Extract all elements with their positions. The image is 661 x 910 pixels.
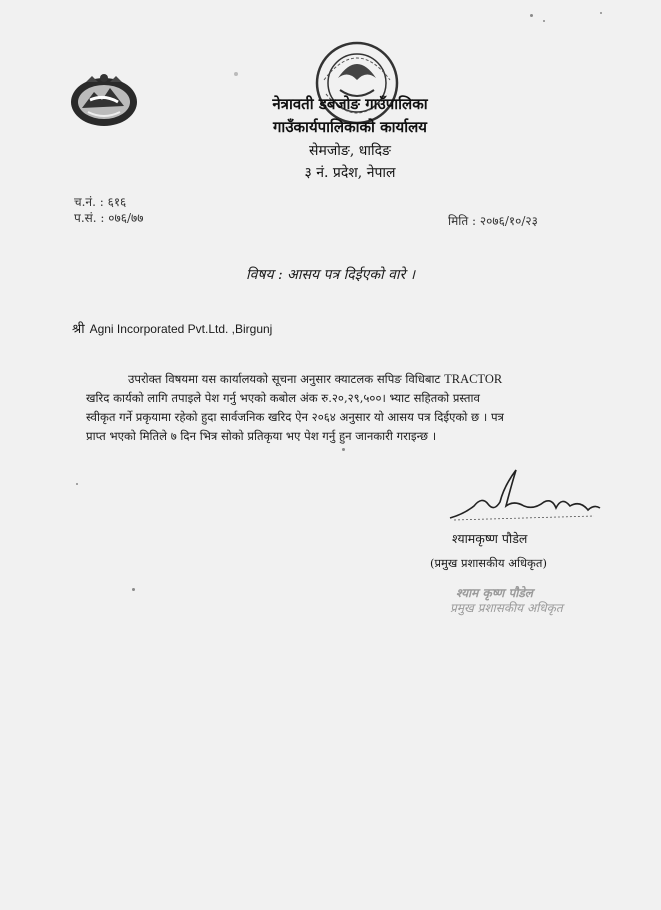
recipient-prefix: श्री [72,322,85,337]
body-line-4: प्राप्त भएको मितिले ७ दिन भित्र सोको प्रतिकृया भए पेश गर्नु हुन जानकारी गराइन्छ । [86,429,437,443]
scan-speck [543,20,545,22]
reference-cha-no: च.नं. : ६१६ [74,195,127,209]
scan-speck [530,14,533,17]
signatory-title: (प्रमुख प्रशासकीय अधिकृत) [430,556,547,570]
scan-speck [234,72,238,76]
nepal-emblem-icon [68,70,140,130]
recipient [72,319,272,337]
header-line-1: नेत्रावती डबजोङ गाउँपालिका [272,95,428,113]
scan-speck [600,12,602,14]
header-line-4: ३ नं. प्रदेश, नेपाल [304,165,396,181]
body-line-1-tractor: TRACTOR [444,372,503,386]
body-line-1 [128,372,502,387]
scan-speck [132,588,135,591]
signatory-name: श्यामकृष्ण पौडेल [452,531,528,546]
scan-speck [342,448,345,451]
header-line-3: सेमजोङ, धादिङ [309,143,391,159]
body-line-1-text: उपरोक्त विषयमा यस कार्यालयको सूचना अनुसार क्याटलक सपिङ विधिबाट [128,372,441,386]
letter-date: मिति : २०७६/१०/२३ [448,214,538,228]
title-stamp: प्रमुख प्रशासकीय अधिकृत [450,601,563,615]
handwritten-signature [444,466,604,526]
letter-subject: विषय : आसय पत्र दिईएको वारे । [245,267,416,283]
recipient-name: Agni Incorporated Pvt.Ltd. ,Birgunj [89,322,273,336]
body-line-2: खरिद कार्यको लागि तपाइले पेश गर्नु भएको कबोल अंक रु.२०,२९,५००। भ्याट सहितको प्रस्ताव [86,391,480,405]
name-stamp: श्याम कृष्ण पौडेल [456,586,533,600]
body-line-3: स्वीकृत गर्ने प्रकृयामा रहेको हुदा सार्वजनिक खरिद ऐन २०६४ अनुसार यो आसय पत्र दिईएको छ । पत्र [86,410,504,424]
header-line-2: गाउँकार्यपालिकाको कार्यालय [272,118,427,136]
scan-speck [76,483,78,485]
reference-pa-sa: प.सं. : ०७६/७७ [74,211,144,225]
